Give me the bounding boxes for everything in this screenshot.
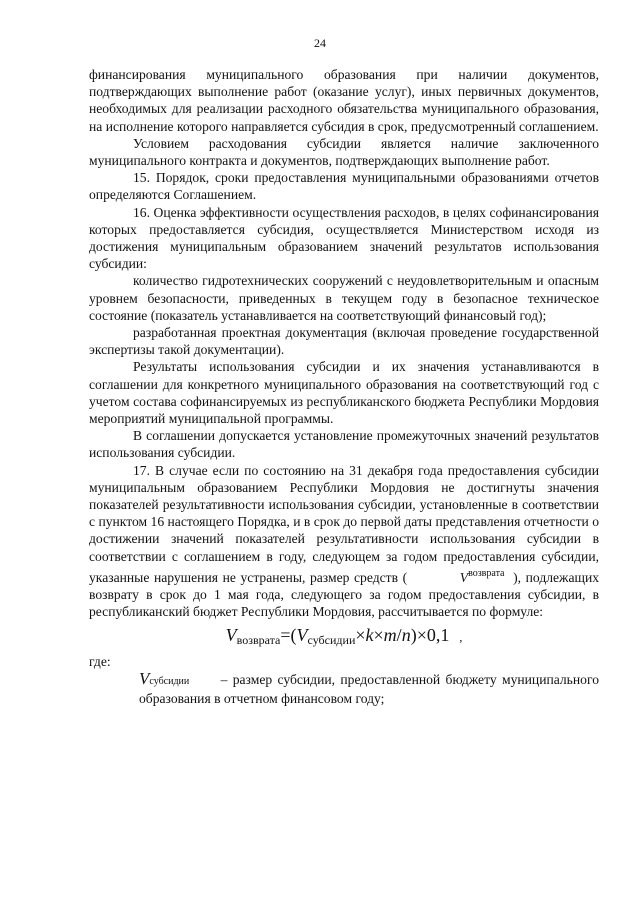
paragraph-text: ), подлежащих возврату в срок до 1 мая года, следующего за годом предоставления субсидии, в республиканский бюджет Республики Мордовия, рассчитывается по формуле:: [89, 569, 600, 620]
formula-subscript: возврата: [236, 632, 281, 647]
formula: [89, 624, 599, 649]
formula-operator: ×: [416, 624, 427, 645]
paragraph: Условием расходования субсидии является наличие заключенного муниципального контракта и документов, подтверждающих выполнение работ.: [89, 135, 599, 169]
formula-bracket: (: [290, 624, 297, 645]
formula-operator: ×: [355, 624, 366, 645]
paragraph: Результаты использования субсидии и их значения устанавливаются в соглашении для конкретного муниципального образования на соответствующий год с учетом состава софинансируемых из республиканского бюджета Республики Мордовия мероприятий муниципальной программы.: [89, 359, 599, 427]
paragraph: 16. Оценка эффективности осуществления расходов, в целях софинансирования которых предоставляется субсидия, осуществляется Министерством исходя из достижения муниципальным образованием значений результатов использования субсидии:: [89, 204, 599, 272]
variable-description: – размер субсидии, предоставленной бюджету муниципального образования в отчетном финансовом году;: [139, 671, 599, 707]
formula-symbol: V: [459, 569, 469, 585]
formula-symbol: m: [383, 624, 397, 645]
paragraph: 15. Порядок, сроки предоставления муниципальными образованиями отчетов определяются Соглашением.: [89, 170, 599, 203]
page-number: 24: [314, 36, 326, 50]
paragraph: финансирования муниципального образования при наличии документов, подтверждающих выполнение работ (оказание услуг), иных первичных документов, необходимых для реализации расходного обязательства муниципального образования, на исполнение которого направляется субсидия в срок, предусмотренный соглашением.: [89, 67, 599, 134]
paragraph-text: 17. В случае если по состоянию на 31 декабря года предоставления субсидии муниципальным образованием Республики Мордовия не достигнуты значения показателей результативности использования субсидии, установленные в соответствии с пунктом 16 настоящего Порядка, и в срок до первой даты представления отчетности о достижении значений показателей результативности использования субсидии в соответствии с соглашением в году, следующем за годом предоставления субсидии, указанные нарушения не устранены, размер средств (: [89, 462, 599, 585]
formula-subscript: субсидии: [307, 632, 356, 647]
formula-subscript: возврата: [468, 567, 505, 579]
formula-comma: ,: [459, 629, 463, 644]
document-body: [89, 66, 599, 707]
formula-coefficient: 0,1: [426, 624, 450, 645]
formula-subscript: субсидии: [149, 675, 190, 687]
variable-definition: [89, 670, 599, 707]
formula-symbol: V: [139, 668, 150, 688]
paragraph: В соглашении допускается установление промежуточных значений результатов использования субсидии.: [89, 428, 599, 461]
inline-variable-v-vozvrata: [412, 565, 509, 586]
paragraph: разработанная проектная документация (включая проведение государственной экспертизы такой документации).: [89, 325, 599, 358]
paragraph-where: где:: [89, 653, 111, 669]
formula-symbol: V: [296, 624, 308, 645]
formula-bracket: ): [410, 624, 417, 645]
formula-symbol: k: [365, 624, 374, 645]
variable-v-subsidii: [139, 669, 189, 688]
formula-operator: =: [280, 624, 291, 645]
formula-operator: /: [396, 624, 402, 645]
formula-symbol: n: [401, 624, 411, 645]
paragraph-with-inline-formula: [89, 462, 599, 621]
formula-symbol: V: [225, 624, 237, 645]
formula-operator: ×: [373, 624, 384, 645]
paragraph: количество гидротехнических сооружений с неудовлетворительным и опасным уровнем безопасности, приведенных в текущем году в безопасное техническое состояние (показатель устанавливается на соответствующий финансовый год);: [89, 273, 599, 323]
